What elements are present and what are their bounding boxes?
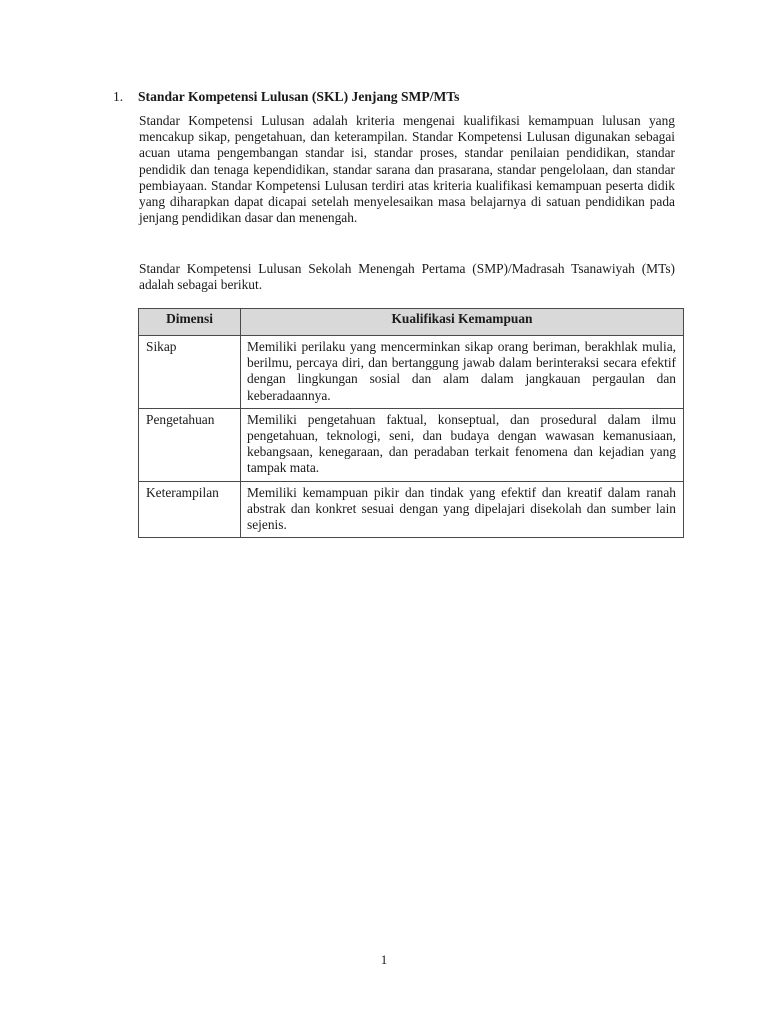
table-header-row — [139, 309, 684, 336]
header-kualifikasi: Kualifikasi Kemampuan — [241, 309, 684, 336]
page-number: 1 — [380, 952, 388, 967]
table-row — [139, 481, 684, 538]
paragraph-intro-table: Standar Kompetensi Lulusan Sekolah Menengah Pertama (SMP)/Madrasah Tsanawiyah (MTs) adalah sebagai berikut. — [139, 261, 675, 293]
cell-dimensi: Keterampilan — [139, 481, 241, 538]
cell-kualifikasi: Memiliki perilaku yang mencerminkan sikap orang beriman, berakhlak mulia, berilmu, percaya diri, dan bertanggung jawab dalam berinteraksi secara efektif dengan lingkungan sosial dan alam dalam jangkauan pergaulan dan keberadaannya. — [241, 336, 684, 409]
cell-dimensi: Pengetahuan — [139, 408, 241, 481]
cell-kualifikasi: Memiliki kemampuan pikir dan tindak yang efektif dan kreatif dalam ranah abstrak dan konkret sesuai dengan yang dipelajari disekolah dan sumber lain sejenis. — [241, 481, 684, 538]
cell-kualifikasi: Memiliki pengetahuan faktual, konseptual, dan prosedural dalam ilmu pengetahuan, teknologi, seni, dan budaya dengan wawasan kemanusiaan, kebangsaan, kenegaraan, dan peradaban terkait fenomena dan kejadian yang tampak mata. — [241, 408, 684, 481]
section-title: Standar Kompetensi Lulusan (SKL) Jenjang SMP/MTs — [138, 89, 460, 104]
paragraph-definition: Standar Kompetensi Lulusan adalah kriteria mengenai kualifikasi kemampuan lulusan yang mencakup sikap, pengetahuan, dan keterampilan. Standar Kompetensi Lulusan digunakan sebagai acuan utama pengembangan standar isi, standar proses, standar penilaian pendidikan, standar pendidik dan tenaga kependidikan, standar sarana dan prasarana, standar pengelolaan, dan standar pembiayaan. Standar Kompetensi Lulusan terdiri atas kriteria kualifikasi kemampuan peserta didik yang diharapkan dapat dicapai setelah menyelesaikan masa belajarnya di satuan pendidikan pada jenjang pendidikan dasar dan menengah. — [139, 113, 675, 226]
skl-table — [138, 308, 684, 538]
table-row — [139, 408, 684, 481]
section-number: 1. — [113, 89, 124, 104]
section-heading — [113, 89, 693, 105]
cell-dimensi: Sikap — [139, 336, 241, 409]
header-dimensi: Dimensi — [139, 309, 241, 336]
table-row — [139, 336, 684, 409]
